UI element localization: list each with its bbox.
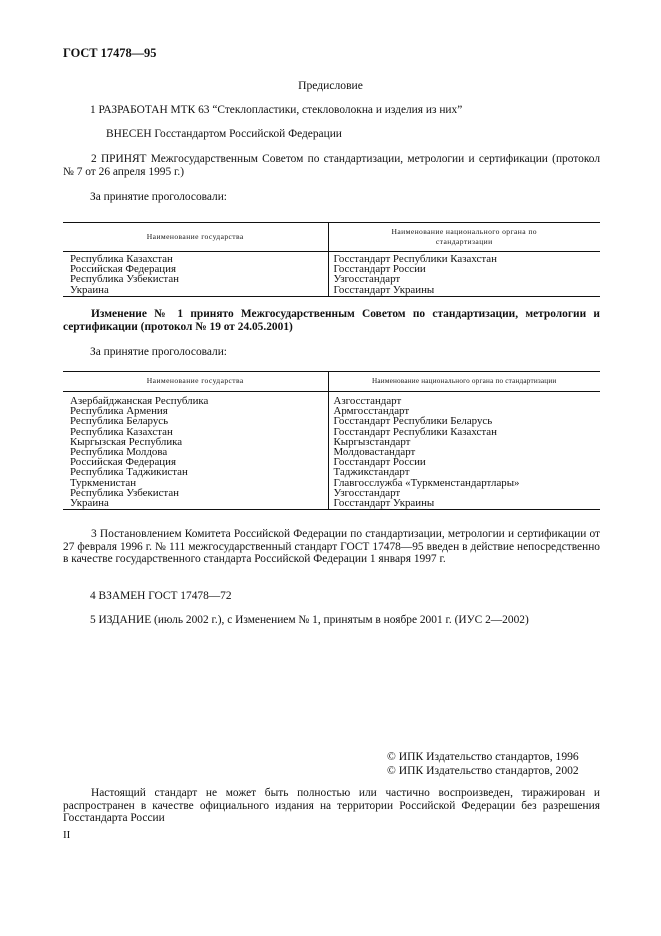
table-1-header-body xyxy=(328,223,600,252)
table-1-header-state: Наименование государства xyxy=(63,223,328,252)
item-1-introduced: ВНЕСЕН Госстандартом Российской Федерации xyxy=(106,128,342,140)
table-2-body: Кыргызстандарт xyxy=(333,435,411,448)
copyright-2002: © ИПК Издательство стандартов, 2002 xyxy=(387,764,579,777)
item-2-accepted: 2 ПРИНЯТ Межгосударственным Советом по стандартизации, метрологии и сертификации (протокол № 7 от 26 апреля 1995 г.) xyxy=(63,153,600,178)
table-1-header-body-text: Наименование национального органа по стандартизации xyxy=(391,227,537,246)
table-2-state: Республика Беларусь xyxy=(70,415,169,428)
document-code: ГОСТ 17478—95 xyxy=(63,46,157,60)
table-2-bodies-cell xyxy=(328,392,600,510)
table-2-state: Республика Молдова xyxy=(70,446,168,459)
item-5-edition: 5 ИЗДАНИЕ (июль 2002 г.), с Изменением № 1, принятым в ноябре 2001 г. (ИУС 2—2002) xyxy=(90,614,529,626)
table-2-state: Республика Узбекистан xyxy=(70,486,179,499)
table-2-body: Таджикстандарт xyxy=(333,466,410,479)
table-2-states-cell xyxy=(63,392,328,510)
item-3-decree: 3 Постановлением Комитета Российской Федерации по стандартизации, метрологии и сертификации от 27 февраля 1996 г. № 111 межгосударственный стандарт ГОСТ 17478—95 введен в действие непосредственно в качестве государственного стандарта Российской Федерации 1 января 1997 г. xyxy=(63,528,600,566)
voted-label-1: За принятие проголосовали: xyxy=(90,191,227,203)
table-2-state: Украина xyxy=(70,497,109,510)
table-2-body: Госстандарт Республики Казахстан xyxy=(333,425,497,438)
table-2-state: Российская Федерация xyxy=(70,456,176,469)
table-1-body: Узгосстандарт xyxy=(333,273,401,286)
table-2-body: Армгосстандарт xyxy=(333,405,410,418)
table-2-body: Госстандарт Украины xyxy=(333,497,435,510)
amendment-note: Изменение № 1 принято Межгосударственным Советом по стандартизации, метрологии и сертификации (протокол № 19 от 24.05.2001) xyxy=(63,308,600,333)
table-1-body: Госстандарт Украины xyxy=(333,283,435,296)
table-1-state: Украина xyxy=(70,283,109,296)
copyright-1996: © ИПК Издательство стандартов, 1996 xyxy=(387,750,579,763)
table-1-bodies-cell xyxy=(328,252,600,297)
table-1-states-cell xyxy=(63,252,328,297)
item-4-replaces: 4 ВЗАМЕН ГОСТ 17478—72 xyxy=(90,590,232,602)
table-1-body: Госстандарт России xyxy=(333,263,426,276)
table-1-state: Республика Казахстан xyxy=(70,253,173,265)
voting-table-1 xyxy=(63,222,600,297)
table-2-state: Республика Таджикистан xyxy=(70,466,188,479)
table-1-state: Российская Федерация xyxy=(70,263,176,276)
table-2-state: Туркменистан xyxy=(70,476,137,489)
voting-table-2 xyxy=(63,371,600,510)
table-2-state: Кыргызская Республика xyxy=(70,435,183,448)
reproduction-notice: Настоящий стандарт не может быть полностью или частично воспроизведен, тиражирован и распространен в качестве официального издания на территории Российской Федерации без разрешения Госстандарта России xyxy=(63,787,600,825)
table-2-state: Азербайджанская Республика xyxy=(70,395,209,407)
table-2-body: Узгосстандарт xyxy=(333,486,401,499)
table-2-header-state: Наименование государства xyxy=(63,372,328,392)
table-1-state: Республика Узбекистан xyxy=(70,273,179,286)
page-title: Предисловие xyxy=(298,79,363,92)
table-2-body: Госстандарт Республики Беларусь xyxy=(333,415,493,428)
table-2-header-body: Наименование национального органа по стандартизации xyxy=(328,372,600,392)
table-2-body: Главгосслужба «Туркменстандартлары» xyxy=(333,476,520,489)
table-2-body: Госстандарт России xyxy=(333,456,426,469)
item-1-developed: 1 РАЗРАБОТАН МТК 63 “Стеклопластики, стекловолокна и изделия из них” xyxy=(90,104,463,116)
page-number: II xyxy=(63,829,71,841)
table-2-state: Республика Армения xyxy=(70,405,168,418)
table-2-body: Молдовастандарт xyxy=(333,446,416,459)
table-2-body: Азгосстандарт xyxy=(333,395,402,407)
voted-label-2: За принятие проголосовали: xyxy=(90,346,227,358)
table-1-body: Госстандарт Республики Казахстан xyxy=(333,253,497,265)
table-2-state: Республика Казахстан xyxy=(70,425,173,438)
